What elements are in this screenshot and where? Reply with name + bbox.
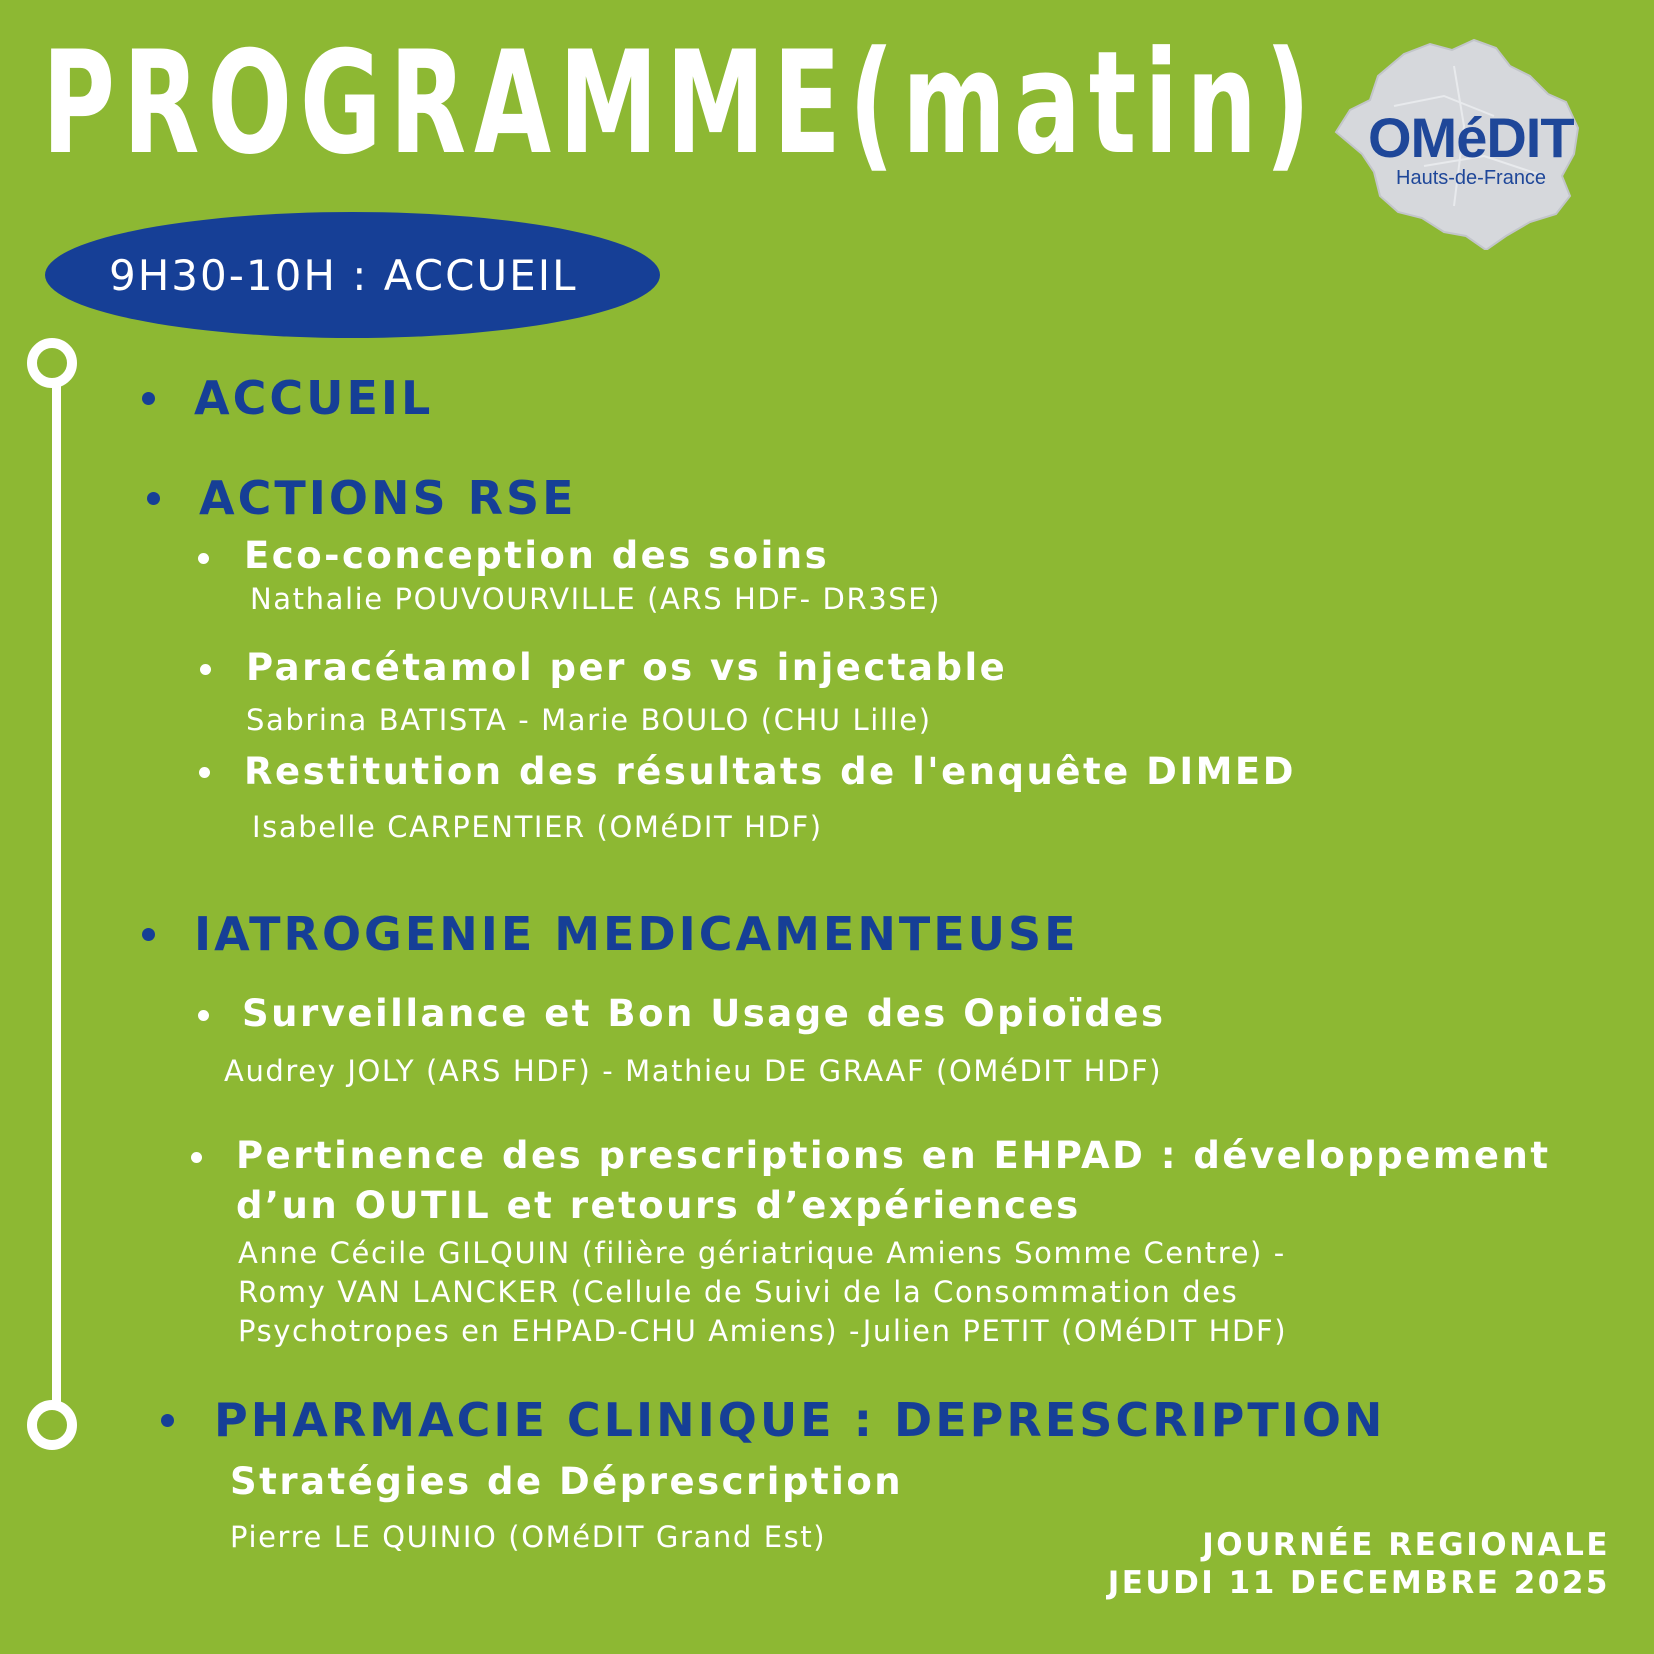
item-speakers: Anne Cécile GILQUIN (filière gériatrique Amiens Somme Centre) - — [238, 1236, 1286, 1270]
page-title: PROGRAMME(matin) — [42, 21, 1319, 186]
item-title: Stratégies de Déprescription — [230, 1460, 904, 1503]
item-title: Eco-conception des soins — [244, 534, 830, 577]
logo-region: Hauts-de-France — [1396, 167, 1547, 189]
bullet-icon — [161, 1414, 174, 1427]
bullet-icon — [200, 664, 211, 675]
bullet-icon — [191, 1152, 202, 1163]
item-speakers: Nathalie POUVOURVILLE (ARS HDF- DR3SE) — [250, 582, 942, 616]
timeline-dot-icon — [27, 1400, 77, 1450]
timeline-dot-icon — [27, 338, 77, 388]
item-title: Pertinence des prescriptions en EHPAD : développement — [236, 1134, 1551, 1177]
section-title: PHARMACIE CLINIQUE : DEPRESCRIPTION — [214, 1393, 1386, 1447]
item-title: Restitution des résultats de l'enquête DIMED — [244, 750, 1296, 793]
event-date: JEUDI 11 DECEMBRE 2025 — [1107, 1565, 1610, 1601]
event-name: JOURNÉE REGIONALE — [1202, 1527, 1610, 1563]
bullet-icon — [142, 392, 155, 405]
section-title: ACTIONS RSE — [199, 471, 577, 525]
bullet-icon — [147, 492, 160, 505]
item-title-continued: d’un OUTIL et retours d’expériences — [236, 1184, 1081, 1227]
section-title: ACCUEIL — [194, 371, 434, 425]
item-title: Paracétamol per os vs injectable — [246, 646, 1008, 689]
time-slot-label: 9H30-10H : ACCUEIL — [109, 250, 578, 300]
item-speakers: Sabrina BATISTA - Marie BOULO (CHU Lille) — [246, 703, 932, 737]
bullet-icon — [142, 928, 155, 941]
bullet-icon — [198, 1010, 209, 1021]
timeline-line — [52, 368, 61, 1428]
item-speakers: Audrey JOLY (ARS HDF) - Mathieu DE GRAAF (OMéDIT HDF) — [224, 1054, 1163, 1088]
item-speakers: Pierre LE QUINIO (OMéDIT Grand Est) — [230, 1520, 827, 1554]
bullet-icon — [198, 553, 209, 564]
logo-name: OMéDIT — [1368, 106, 1574, 169]
item-speakers: Psychotropes en EHPAD-CHU Amiens) -Julien PETIT (OMéDIT HDF) — [238, 1314, 1288, 1348]
item-speakers: Isabelle CARPENTIER (OMéDIT HDF) — [252, 810, 823, 844]
item-speakers: Romy VAN LANCKER (Cellule de Suivi de la Consommation des — [238, 1275, 1239, 1309]
time-slot-badge — [45, 212, 660, 338]
section-title: IATROGENIE MEDICAMENTEUSE — [194, 907, 1079, 961]
bullet-icon — [199, 767, 210, 778]
event-info — [1108, 1526, 1610, 1602]
item-title: Surveillance et Bon Usage des Opioïdes — [242, 992, 1166, 1035]
